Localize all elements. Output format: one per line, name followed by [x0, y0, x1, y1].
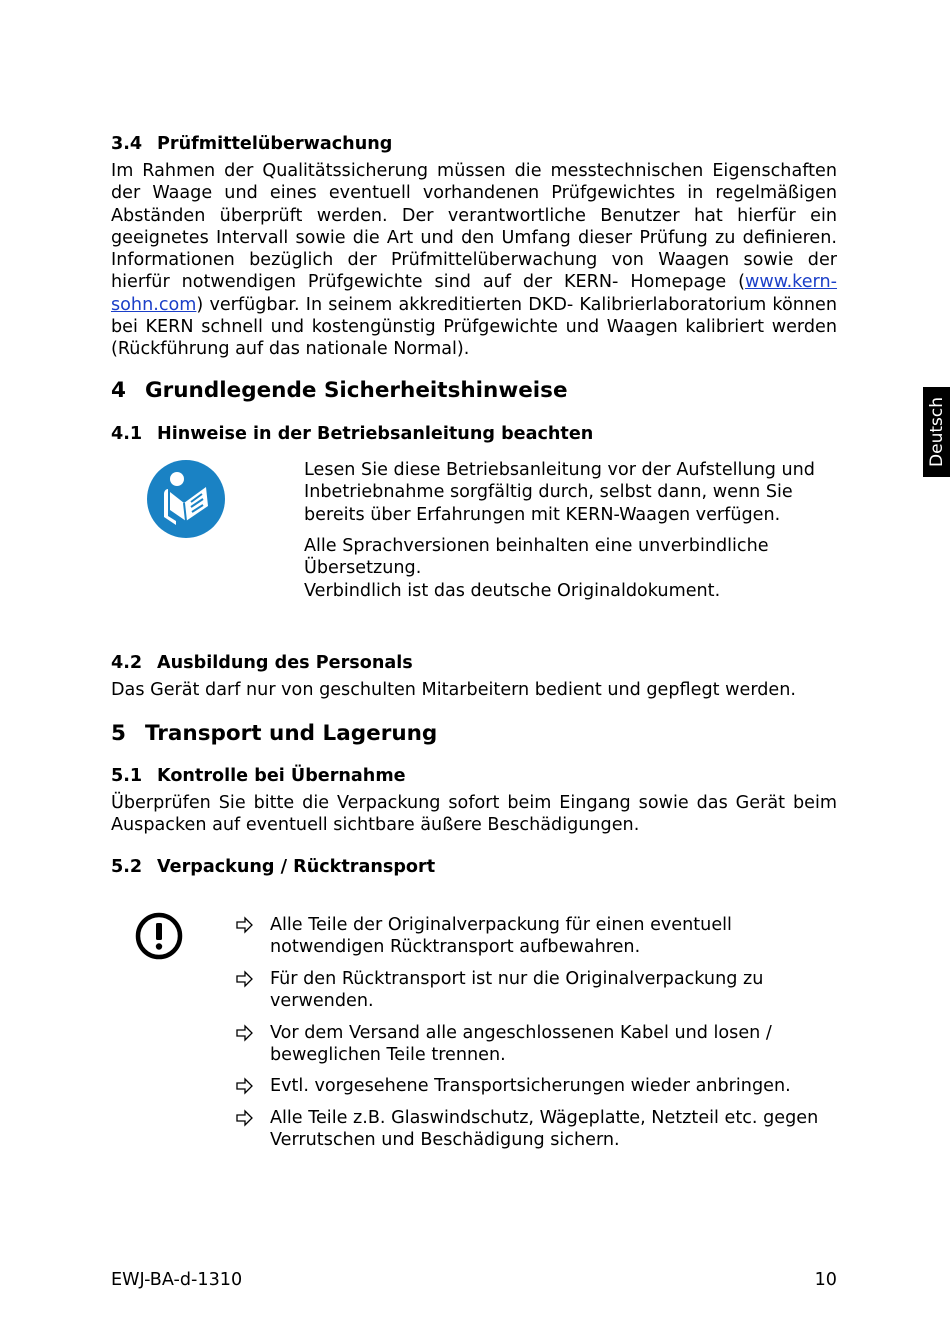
heading-title: Verpackung / Rücktransport [157, 857, 436, 877]
heading-title: Kontrolle bei Übernahme [157, 766, 406, 786]
heading-3-4 [111, 133, 392, 155]
paragraph-4-1-a [304, 459, 836, 526]
heading-number: 4.1 [111, 424, 143, 444]
homepage-link[interactable]: www.kern-sohn.com [111, 272, 837, 315]
heading-title: Hinweise in der Betriebsanleitung beachten [157, 424, 594, 444]
paragraph-line: Verbindlich ist das deutsche Originaldokument. [304, 580, 721, 601]
heading-number: 5.2 [111, 857, 143, 877]
paragraph-text: Das Gerät darf nur von geschulten Mitarbeitern bedient und gepflegt werden. [111, 680, 796, 700]
arrow-right-icon [235, 1022, 255, 1044]
arrow-right-icon [235, 968, 255, 990]
paragraph-3-4 [111, 160, 837, 361]
heading-5 [111, 721, 437, 747]
language-tab [923, 387, 950, 477]
heading-number: 4 [111, 378, 126, 403]
paragraph-line: Alle Sprachversionen beinhalten eine unverbindliche Übersetzung. [304, 536, 769, 579]
paragraph-4-2 [111, 679, 837, 701]
heading-title: Ausbildung des Personals [157, 653, 413, 673]
paragraph-5-1 [111, 792, 837, 837]
heading-number: 4.2 [111, 653, 143, 673]
paragraph-text: Lesen Sie diese Betriebsanleitung vor der Aufstellung und Inbetriebnahme sorgfältig durch, selbst dann, wenn Sie bereits über Erfahrungen mit KERN-Waagen verfügen. [304, 460, 815, 525]
language-tab-label: Deutsch [926, 397, 947, 467]
heading-number: 3.4 [111, 134, 143, 154]
heading-4 [111, 378, 568, 404]
list-item-text: Vor dem Versand alle angeschlossenen Kabel und losen / beweglichen Teile trennen. [270, 1023, 772, 1066]
heading-4-1 [111, 423, 593, 445]
paragraph-4-1-b [304, 535, 836, 602]
list-item-text: Für den Rücktransport ist nur die Originalverpackung zu verwenden. [270, 969, 764, 1012]
paragraph-text: Überprüfen Sie bitte die Verpackung sofort beim Eingang sowie das Gerät beim Auspacken auf eventuell sichtbare äußere Beschädigungen. [111, 793, 837, 836]
heading-title: Grundlegende Sicherheitshinweise [145, 378, 568, 403]
arrow-right-icon [235, 1075, 255, 1097]
list-item-text: Evtl. vorgesehene Transportsicherungen wieder anbringen. [270, 1076, 791, 1096]
arrow-right-icon [235, 914, 255, 936]
arrow-right-icon [235, 1107, 255, 1129]
footer-doc-id: EWJ-BA-d-1310 [111, 1270, 243, 1290]
heading-number: 5 [111, 721, 126, 746]
heading-4-2 [111, 652, 413, 674]
heading-5-1 [111, 765, 406, 787]
list-item-text: Alle Teile z.B. Glaswindschutz, Wägeplatte, Netzteil etc. gegen Verrutschen und Beschädigung sichern. [270, 1108, 819, 1151]
paragraph-text: ) verfügbar. In seinem akkreditierten DKD- Kalibrierlaboratorium können bei KERN schnell und kostengünstig Prüfgewichte und Waagen kalibriert werden (Rückführung auf das nationale Normal). [111, 294, 837, 360]
list-item-text: Alle Teile der Originalverpackung für einen eventuell notwendigen Rücktransport aufbewahren. [270, 915, 732, 958]
heading-title: Transport und Lagerung [145, 721, 438, 746]
heading-title: Prüfmittelüberwachung [157, 134, 393, 154]
read-manual-icon [146, 459, 226, 539]
paragraph-text: Im Rahmen der Qualitätssicherung müssen die messtechnischen Eigenschaften der Waage und eines eventuell vorhandenen Prüfgewichtes in regelmäßigen Abständen überprüft werden. Der verantwortliche Benutzer hat hierfür ein geeignetes Intervall sowie die Art und den Umfang dieser Prüfung zu definieren. Informationen bezüglich der Prüfmittelüberwachung von Waagen sowie der hierfür notwendigen Prüfgewichte sind auf der KERN- Homepage ( [111, 161, 837, 293]
heading-5-2 [111, 856, 435, 878]
page-number: 10 [814, 1270, 837, 1290]
warning-exclamation-icon [134, 911, 184, 961]
heading-number: 5.1 [111, 766, 143, 786]
